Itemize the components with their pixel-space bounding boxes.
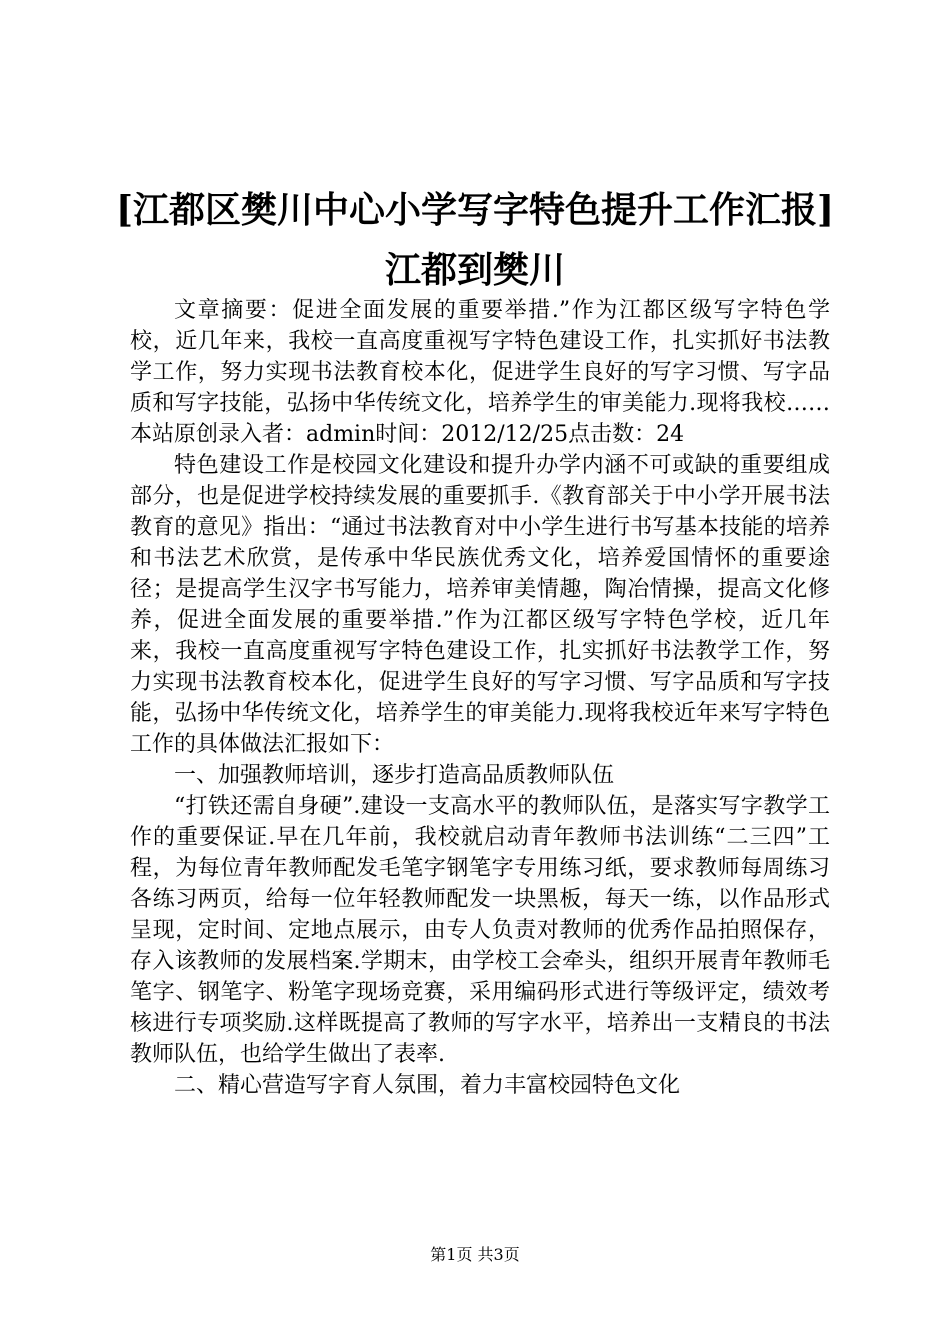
section-heading-1: 一、加强教师培训，逐步打造高品质教师队伍	[174, 763, 615, 788]
paragraph-intro: 特色建设工作是校园文化建设和提升办学内涵不可或缺的重要组成部分，也是促进学校持续发展的重要抓手.《教育部关于中小学开展书法教育的意见》指出：“通过书法教育对中小学生进行书写基本技能的培养和书法艺术欣赏，是传承中华民族优秀文化，培养爱国情怀的重要途径；是提高学生汉字书写能力，培养审美情趣，陶冶情操，提高文化修养，促进全面发展的重要举措.”作为江都区级写字特色学校，近几年来，我校一直高度重视写字特色建设工作，扎实抓好书法教学工作，努力实现书法教育校本化，促进学生良好的写字习惯、写字品质和写字技能，弘扬中华传统文化，培养学生的审美能力.现将我校近年来写字特色工作的具体做法汇报如下：	[130, 453, 830, 757]
paragraph-section-1: “打铁还需自身硬”.建设一支高水平的教师队伍，是落实写字教学工作的重要保证.早在几年前，我校就启动青年教师书法训练“二三四”工程，为每位青年教师配发毛笔字钢笔字专用练习纸，要求教师每周练习各练习两页，给每一位年轻教师配发一块黑板，每天一练，以作品形式呈现，定时间、定地点展示，由专人负责对教师的优秀作品拍照保存，存入该教师的发展档案.学期末，由学校工会牵头，组织开展青年教师毛笔字、钢笔字、粉笔字现场竞赛，采用编码形式进行等级评定，绩效考核进行专项奖励.这样既提高了教师的写字水平，培养出一支精良的书法教师队伍，也给学生做出了表率.	[130, 794, 830, 1067]
document-body	[130, 295, 830, 1101]
section-heading-2: 二、精心营造写字育人氛围，着力丰富校园特色文化	[174, 1073, 681, 1098]
document-title-line-2: 江都到樊川	[384, 249, 565, 291]
paragraph-abstract: 文章摘要：促进全面发展的重要举措.”作为江都区级写字特色学校，近几年来，我校一直高度重视写字特色建设工作，扎实抓好书法教学工作，努力实现书法教育校本化，促进学生良好的写字习惯、写字品质和写字技能，弘扬中华传统文化，培养学生的审美能力.现将我校……本站原创录入者：admin时间：2012/12/25点击数：24	[130, 298, 830, 447]
page-number-footer: 第1页 共3页	[430, 1245, 520, 1264]
document-title-line-1: [江都区樊川中心小学写字特色提升工作汇报]	[115, 189, 835, 231]
